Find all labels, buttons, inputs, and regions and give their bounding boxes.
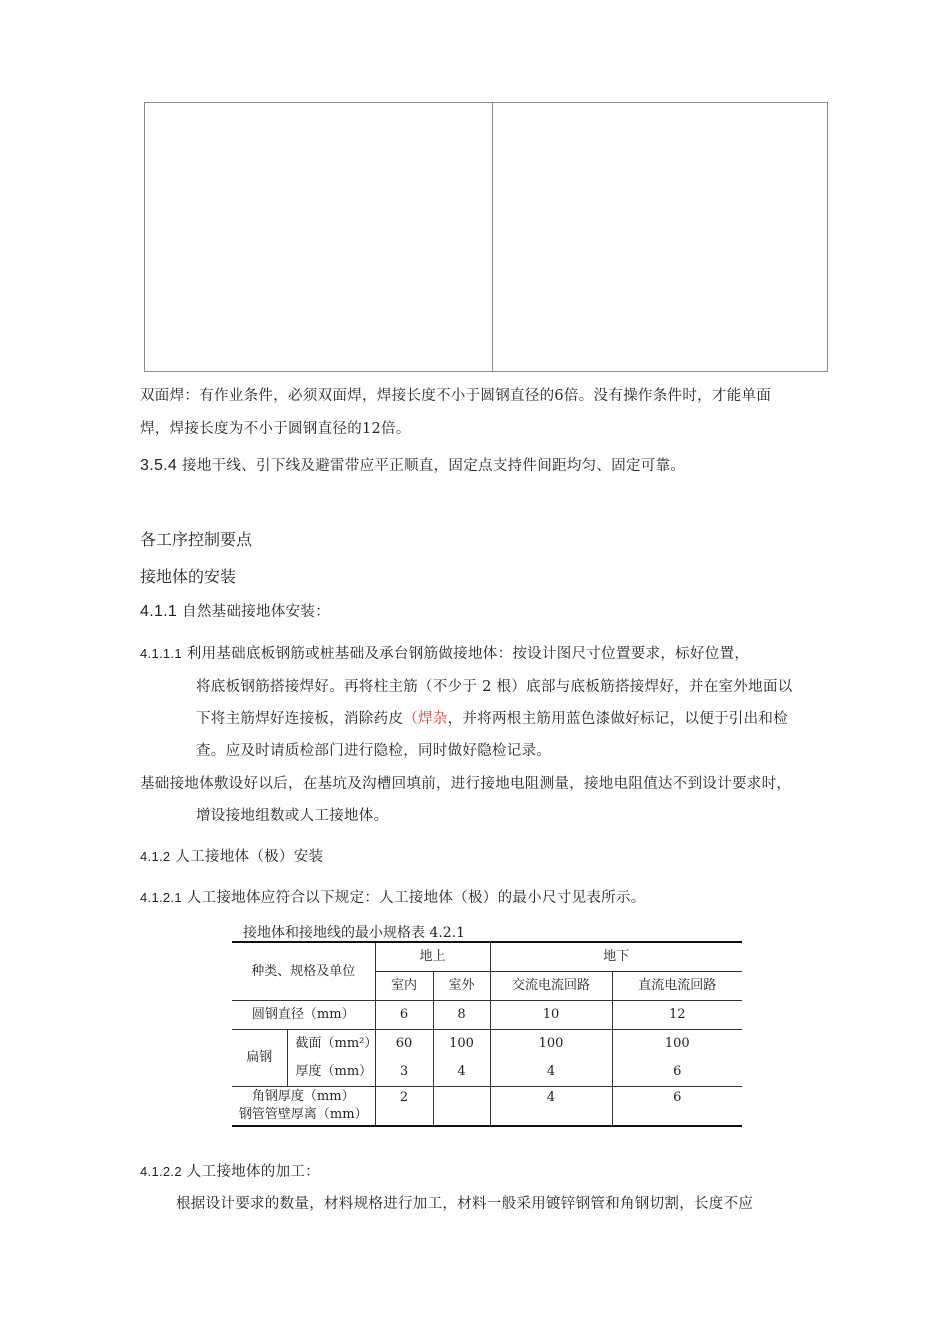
table-caption: 接地体和接地线的最小规格表 4.2.1 xyxy=(243,925,466,941)
row-label-stack xyxy=(232,1087,375,1127)
section-number: 4.1.2 xyxy=(140,849,171,864)
table-cell: 4 xyxy=(490,1058,612,1087)
section-number: 3.5.4 xyxy=(140,457,178,474)
table-cell: 100 xyxy=(433,1030,490,1059)
section-4-1-2-1 xyxy=(140,886,646,907)
table-cell: 8 xyxy=(433,1001,490,1030)
section-text: 自然基础接地体安装： xyxy=(182,604,331,620)
row-sublabel: 截面（mm²） xyxy=(287,1030,375,1059)
table-row xyxy=(232,1087,742,1127)
table-cell: 4 xyxy=(433,1058,490,1087)
section-4-1-2-2 xyxy=(140,1160,320,1181)
heading-process-control: 各工序控制要点 xyxy=(140,530,253,549)
spec-table xyxy=(232,941,742,1127)
section-text: 人工接地体（极）安装 xyxy=(175,849,324,865)
subheader-dc: 直流电流回路 xyxy=(612,972,742,1001)
para-foundation-line1: 基础接地体敷设好以后，在基坑及沟槽回填前，进行接地电阻测量，接地电阻值达不到设计要求时， xyxy=(140,776,792,792)
section-text: 利用基础底板钢筋或桩基础及承台钢筋做接地体：按设计图尺寸位置要求，标好位置， xyxy=(186,646,750,662)
table-cell: 6 xyxy=(612,1058,742,1087)
subheader-outdoor: 室外 xyxy=(433,972,490,1001)
para-double-weld: 双面焊：有作业条件，必须双面焊，焊接长度不小于圆钢直径的6倍。没有操作条件时，才能单面 xyxy=(140,388,772,404)
heading-grounding-install: 接地体的安装 xyxy=(140,567,237,586)
row-label: 扁钢 xyxy=(232,1030,287,1087)
table-cell: 4 xyxy=(490,1087,612,1127)
row-label: 圆钢直径（mm） xyxy=(232,1001,375,1030)
section-4-1-1-1-line4: 查。应及时请质检部门进行隐检，同时做好隐检记录。 xyxy=(196,743,552,759)
table-cell: 2 xyxy=(375,1087,433,1127)
table-cell: 6 xyxy=(612,1087,742,1127)
para-double-weld-cont: 焊，焊接长度为不小于圆钢直径的12倍。 xyxy=(140,421,411,437)
row-sublabel: 厚度（mm） xyxy=(287,1058,375,1087)
table-cell: 60 xyxy=(375,1030,433,1059)
section-3-5-4 xyxy=(140,454,685,475)
box-divider xyxy=(492,103,493,371)
section-text: 接地干线、引下线及避雷带应平正顺直，固定点支持件间距均匀、固定可靠。 xyxy=(182,458,686,474)
row-label: 角钢厚度（mm） xyxy=(251,1089,355,1104)
section-number: 4.1.1.1 xyxy=(140,646,182,661)
section-text: 人工接地体应符合以下规定：人工接地体（极）的最小尺寸见表所示。 xyxy=(186,890,646,906)
section-text: 人工接地体的加工： xyxy=(186,1164,320,1180)
table-cell: 100 xyxy=(612,1030,742,1059)
table-cell xyxy=(433,1087,490,1127)
row-label: 钢管管壁厚离（mm） xyxy=(238,1107,368,1122)
table-row xyxy=(232,1030,742,1059)
line3-text: 下将主筋焊好连接板，消除药皮 xyxy=(196,711,404,727)
subheader-indoor: 室内 xyxy=(375,972,433,1001)
section-number: 4.1.2.1 xyxy=(140,890,182,905)
header-below-ground: 地下 xyxy=(490,942,742,972)
table-cell: 12 xyxy=(612,1001,742,1030)
header-above-ground: 地上 xyxy=(375,942,490,972)
subheader-ac: 交流电流回路 xyxy=(490,972,612,1001)
table-cell: 10 xyxy=(490,1001,612,1030)
table-cell: 100 xyxy=(490,1030,612,1059)
header-kind: 种类、规格及单位 xyxy=(232,942,375,1001)
section-number: 4.1.1 xyxy=(140,603,178,620)
table-row xyxy=(232,1058,742,1087)
para-processing: 根据设计要求的数量，材料规格进行加工，材料一般采用镀锌钢管和角钢切割，长度不应 xyxy=(176,1196,754,1212)
highlight-text: （焊杂 xyxy=(403,711,448,727)
section-number: 4.1.2.2 xyxy=(140,1164,182,1179)
line3-text-post: ，并将两根主筋用蓝色漆做好标记，以便于引出和检 xyxy=(447,711,789,727)
section-4-1-1-1-line3 xyxy=(196,707,788,728)
section-4-1-1-1-line2: 将底板钢筋搭接焊好。再将柱主筋（不少于 2 根）底部与底板筋搭接焊好，并在室外地面以 xyxy=(196,679,793,695)
section-4-1-1 xyxy=(140,600,330,621)
image-placeholder-boxes xyxy=(144,102,828,372)
table-cell: 3 xyxy=(375,1058,433,1087)
table-row xyxy=(232,1001,742,1030)
section-4-1-2 xyxy=(140,845,323,866)
section-4-1-1-1-line1 xyxy=(140,642,749,663)
para-foundation-line2: 增设接地组数或人工接地体。 xyxy=(196,808,389,824)
table-cell: 6 xyxy=(375,1001,433,1030)
